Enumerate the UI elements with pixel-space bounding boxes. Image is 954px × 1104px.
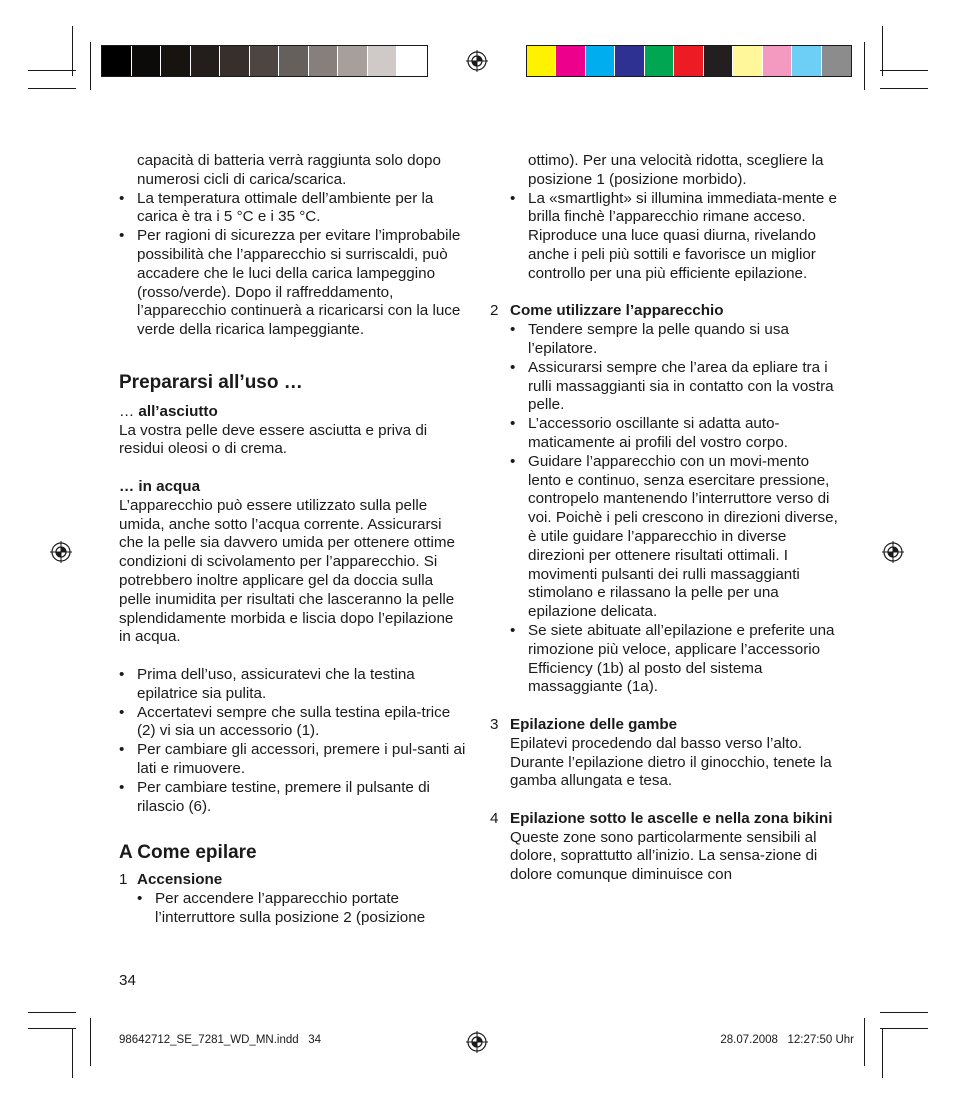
bullet-icon: • [119,778,125,796]
left-column [119,152,469,927]
item-number: 3 [490,715,499,733]
color-swatch [556,46,585,76]
list-item: • Per ragioni di sicurezza per evitare l’improbabile possibilità che l’apparecchio si surriscaldi, può accadere che le luci della carica lampeggino (rosso/verde). Dopo il raffreddamento, l’apparecchio continuerà a ricaricarsi con la luce verde della ricarica lampeggiante. [119,227,461,339]
crop-mark [882,1028,883,1078]
color-swatch [102,46,132,76]
list-item: • L’accessorio oscillante si adatta auto-maticamente ai profili del vostro corpo. [510,415,788,451]
crop-mark [28,1012,76,1013]
color-swatch [220,46,250,76]
paragraph: L’apparecchio può essere utilizzato sulla pelle umida, anche sotto l’acqua corrente. Assicurarsi che la pelle sia davvero umida per ottenere ottime condizioni di scivolamento per l’apparecchio. Si potrebbero inoltre applicare gel da doccia sulla pelle inumidita per risultati che lasceranno la pelle splendidamente morbida e liscia dopo l’epilazione in acqua. [119,496,456,646]
crop-mark [864,1018,865,1066]
process-color-bar [526,45,852,77]
crop-mark [28,70,76,71]
list-item: • Se siete abituate all’epilazione e preferite una rimozione più veloce, applicare l’accessorio Efficiency (1b) al posto del sistema massaggiante (1a). [510,621,835,696]
subheading-wet: … in acqua [119,477,201,495]
footer-timestamp: 28.07.2008 12:27:50 Uhr [720,1034,854,1046]
color-swatch [586,46,615,76]
registration-mark-icon [466,1031,488,1053]
color-swatch [279,46,309,76]
registration-mark-icon [466,50,488,72]
registration-mark-icon [50,541,72,563]
crop-mark [880,1012,928,1013]
bullet-list [119,666,469,816]
numbered-item [490,716,840,791]
list-item: • Prima dell’uso, assicuratevi che la testina epilatrice sia pulita. [119,665,415,702]
paragraph: La vostra pelle deve essere asciutta e priva di residui oleosi o di crema. [119,421,428,458]
bullet-list [137,890,469,928]
item-title: Accensione [137,871,223,889]
bullet-icon: • [119,665,125,683]
color-swatch [397,46,427,76]
grayscale-color-bar [101,45,428,77]
color-swatch [368,46,398,76]
item-title: Come utilizzare l’apparecchio [510,302,724,320]
crop-mark [864,42,865,90]
color-swatch [763,46,792,76]
crop-mark [90,1018,91,1066]
bullet-icon: • [510,621,516,639]
crop-mark [880,70,928,71]
color-swatch [161,46,191,76]
crop-mark [880,1028,928,1029]
item-number: 4 [490,809,499,827]
bullet-icon: • [119,189,125,207]
paragraph: Epilatevi procedendo dal basso verso l’alto. Durante l’epilazione dietro il ginocchio, tenete la gamba allungata e tesa. [510,734,832,790]
paragraph-continuation: capacità di batteria verrà raggiunta solo dopo numerosi cicli di carica/scarica. [137,152,441,188]
section-heading: A Come epilare [119,842,257,864]
paragraph: Queste zone sono particolarmente sensibili al dolore, soprattutto all’inizio. La sensa-zione di dolore comunque diminuisce con [510,828,818,884]
color-swatch [250,46,280,76]
right-column [490,152,840,885]
color-swatch [704,46,733,76]
color-swatch [527,46,556,76]
list-item: • Tendere sempre la pelle quando si usa l’epilatore. [510,321,789,357]
page-number: 34 [119,972,136,989]
section-heading: Prepararsi all’uso … [119,371,303,393]
list-item: • La «smartlight» si illumina immediata-mente e brilla finchè l’apparecchio rimane acceso. Riproduce una luce quasi diurna, rivelando anche i peli più sottili e favorisce un miglior controllo per una più efficiente epilazione. [510,189,837,282]
item-number: 1 [119,871,128,889]
item-title: Epilazione delle gambe [510,715,678,733]
crop-mark [28,88,76,89]
list-item: • Per cambiare gli accessori, premere i pul-santi ai lati e rimuovere. [119,741,466,777]
subheading-dry: … all’asciutto [119,402,218,420]
list-item: • Accertatevi sempre che sulla testina epila-trice (2) vi sia un accessorio (1). [119,703,451,740]
numbered-item [490,810,840,885]
bullet-icon: • [510,358,516,376]
color-swatch [674,46,703,76]
color-swatch [191,46,221,76]
color-swatch [309,46,339,76]
list-item: • Assicurarsi sempre che l’area da epliare tra i rulli massaggianti sia in contatto con la vostra pelle. [510,358,834,414]
color-swatch [822,46,851,76]
color-swatch [615,46,644,76]
list-item: • Per accendere l’apparecchio portate l’interruttore sulla posizione 2 (posizione [137,889,426,926]
crop-mark [72,26,73,76]
numbered-item [119,871,469,927]
bullet-list [510,321,840,697]
bullet-icon: • [119,703,125,721]
color-swatch [132,46,162,76]
registration-mark-icon [882,541,904,563]
color-swatch [338,46,368,76]
item-title: Epilazione sotto le ascelle e nella zona bikini [510,809,833,827]
bullet-list [490,190,840,284]
bullet-icon: • [510,189,516,207]
bullet-icon: • [119,741,125,759]
color-swatch [645,46,674,76]
item-number: 2 [490,302,499,320]
crop-mark [72,1028,73,1078]
list-item: • Per cambiare testine, premere il pulsante di rilascio (6). [119,778,430,815]
numbered-item [490,302,840,697]
paragraph-continuation: ottimo). Per una velocità ridotta, scegliere la posizione 1 (posizione morbido). [528,152,824,188]
crop-mark [90,42,91,90]
list-item: • Guidare l’apparecchio con un movi-mento lento e continuo, senza esercitare pressione, contropelo mantenendo l’interruttore verso di voi. Poichè i peli crescono in direzioni diverse, è utile guidare l’apparecchio in diverse direzioni per ottenere risultati ottimali. I movimenti pulsanti dei rulli massaggianti stimolano e rilassano la pelle per una epilazione delicata. [510,452,838,621]
bullet-icon: • [510,452,516,470]
bullet-icon: • [510,321,516,339]
footer-file-info: 98642712_SE_7281_WD_MN.indd 34 [119,1034,322,1046]
crop-mark [880,88,928,89]
color-swatch [792,46,821,76]
crop-mark [28,1028,76,1029]
bullet-icon: • [119,227,125,245]
list-item: • La temperatura ottimale dell’ambiente per la carica è tra i 5 °C e i 35 °C. [119,189,434,226]
crop-mark [882,26,883,76]
bullet-list [119,190,469,340]
color-swatch [733,46,762,76]
bullet-icon: • [510,415,516,433]
bullet-icon: • [137,889,143,907]
